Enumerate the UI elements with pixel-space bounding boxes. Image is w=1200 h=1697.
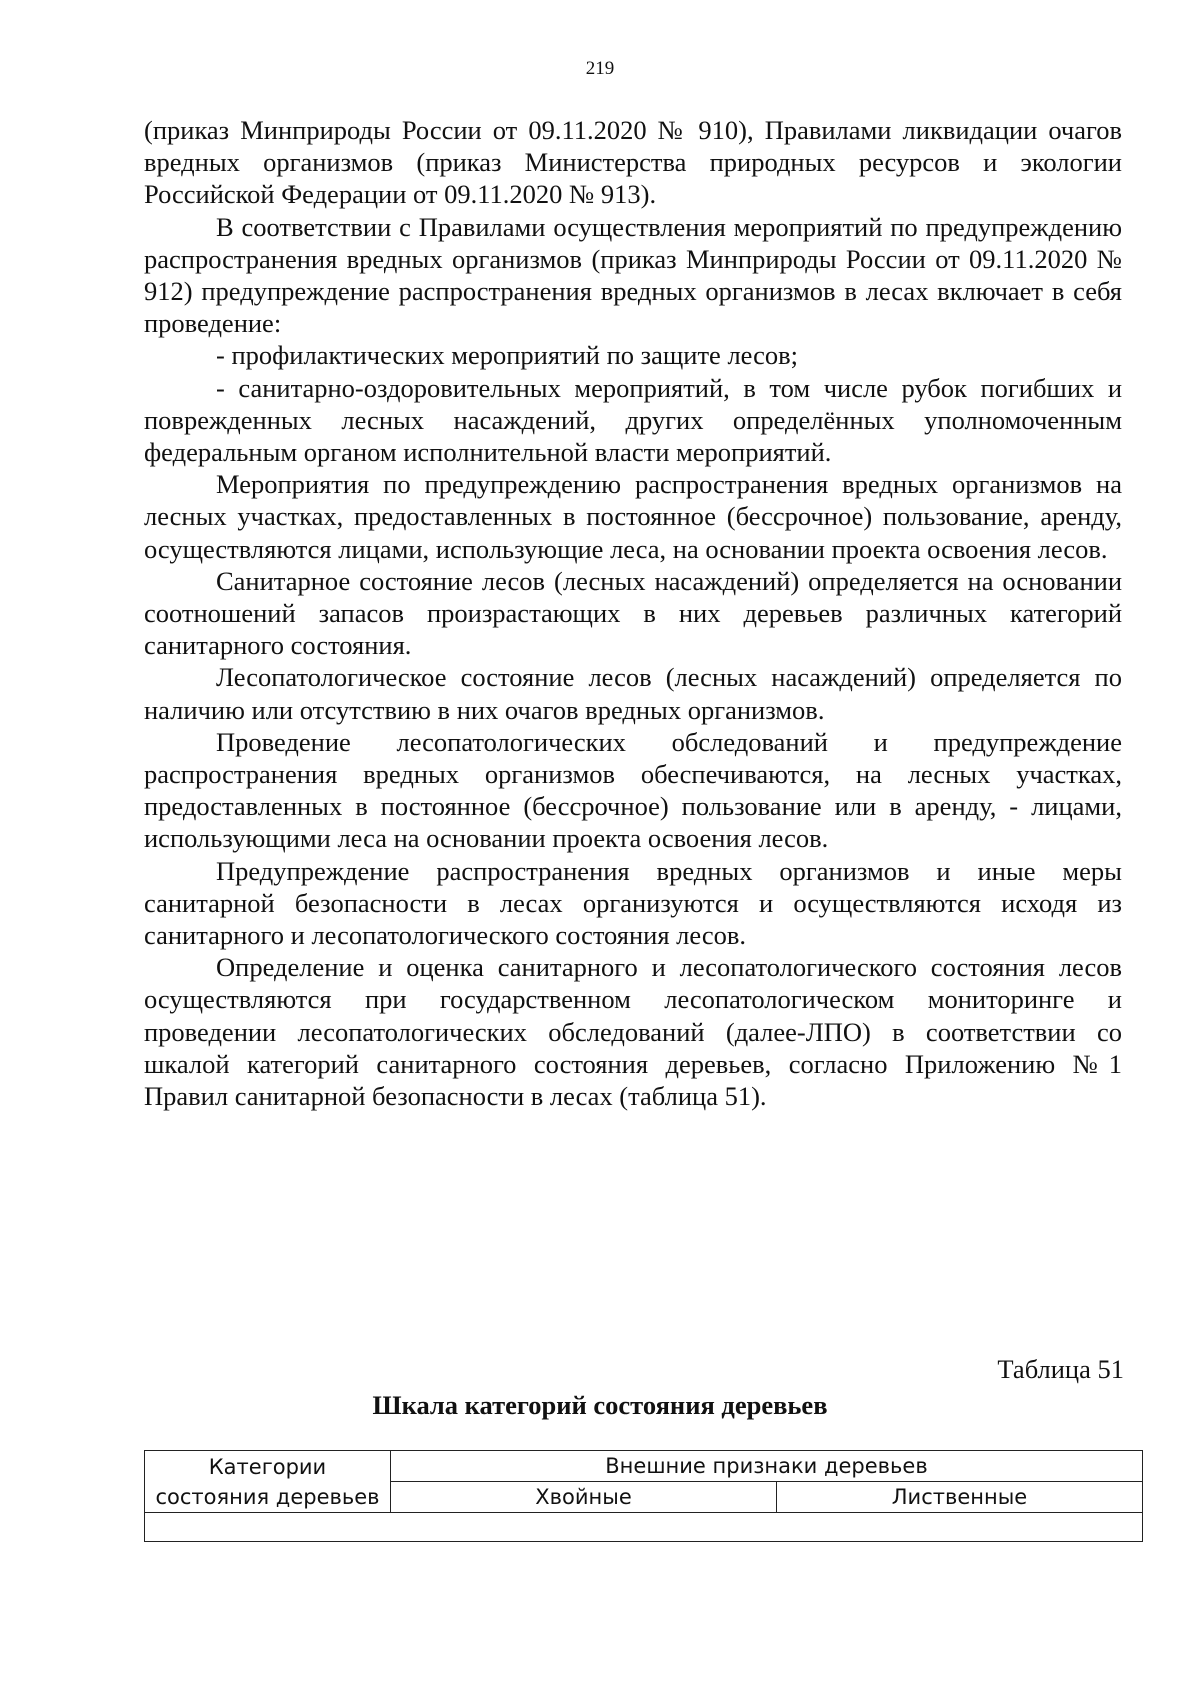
header-categories [145,1451,391,1513]
header-external-signs: Внешние признаки деревьев [391,1451,1143,1482]
paragraph: Санитарное состояние лесов (лесных насаждений) определяется на основании соотношений запасов произрастающих в них деревьев различных категорий санитарного состояния. [144,565,1122,661]
paragraph: Проведение лесопатологических обследований и предупреждение распространения вредных организмов обеспечиваются, на лесных участках, предоставленных в постоянное (бессрочное) пользование или в аренду, - лицами, использующими леса на основании проекта освоения лесов. [144,726,1122,854]
page-number: 219 [585,58,615,79]
paragraph: Лесопатологическое состояние лесов (лесных насаждений) определяется по наличию или отсутствию в них очагов вредных организмов. [144,662,1122,725]
paragraph: Мероприятия по предупреждению распространения вредных организмов на лесных участках, предоставленных в постоянное (бессрочное) пользование, аренду, осуществляются лицами, использующие леса, на основании проекта освоения лесов. [144,469,1122,564]
table-empty-cell [145,1513,1143,1542]
paragraph: В соответствии с Правилами осуществления мероприятий по предупреждению распространения вредных организмов (приказ Минприроды России от 09.11.2020 № 912) предупреждение распространения вредных организмов в лесах включает в себя проведение: [144,211,1122,339]
list-item: - профилактических мероприятий по защите лесов; [216,340,798,371]
table-header-row [145,1451,1143,1482]
header-categories-line2: состояния деревьев [155,1484,380,1509]
paragraph: Предупреждение распространения вредных организмов и иные меры санитарной безопасности в лесах организуются и осуществляются исходя из санитарного и лесопатологического состояния лесов. [144,855,1122,951]
table-row [145,1513,1143,1542]
header-deciduous: Лиственные [777,1482,1143,1513]
table-title: Шкала категорий состояния деревьев [372,1390,828,1420]
list-item: - санитарно-оздоровительных мероприятий, в том числе рубок погибших и поврежденных лесных насаждений, других определённых уполномоченным федеральным органом исполнительной власти мероприятий. [144,372,1122,468]
header-coniferous: Хвойные [391,1482,777,1513]
tree-condition-table [144,1450,1143,1542]
paragraph: (приказ Минприроды России от 09.11.2020 № 910), Правилами ликвидации очагов вредных организмов (приказ Министерства природных ресурсов и экологии Российской Федерации от 09.11.2020 № 913). [144,115,1122,210]
body-text [144,114,1122,1112]
table-caption: Таблица 51 [997,1354,1124,1384]
header-categories-line1: Категории [208,1454,327,1479]
paragraph: Определение и оценка санитарного и лесопатологического состояния лесов осуществляются при государственном лесопатологическом мониторинге и проведении лесопатологических обследований (далее-ЛПО) в соответствии со шкалой категорий санитарного состояния деревьев, согласно Приложению №1 Правил санитарной безопасности в лесах (таблица 51). [144,952,1122,1112]
